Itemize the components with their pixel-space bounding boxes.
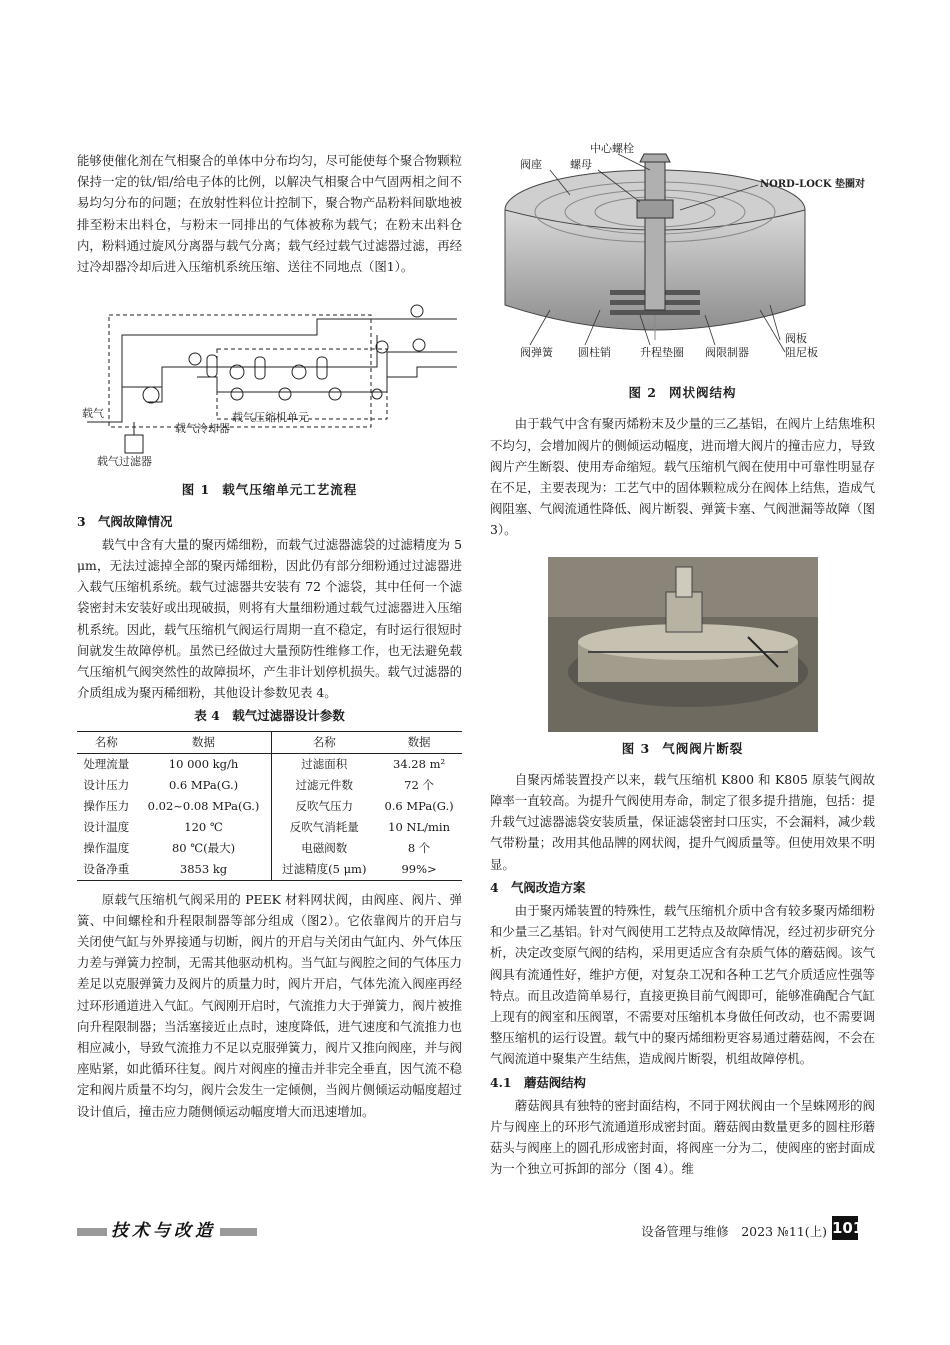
table-cell: 处理流量 <box>83 756 130 771</box>
paragraph: 原载气压缩机气阀采用的 PEEK 材料网状阀，由阀座、阀片、弹簧、中间螺栓和升程限制器等部分组成（图2）。它依靠阀片的开启与关闭使气缸与外界接通与切断，阀片的开启与关闭由气缸内、外气体压力差与弹簧力控制，无需其他驱动机构。当气缸与阀腔之间的气体压力差足以克服弹簧力及阀片的质量力时，阀片开启，气体先流入阀座再经过环形通道进入气缸。气阀刚开启时，气流推力大于弹簧力，阀片被推向升程限制器；当活塞接近止点时，速度降低，进气速度和气流推力也相应减小，导致气流推力不足以克服弹簧力，阀片又推向阀座，并与阀座贴紧，如此循环往复。阀片对阀座的撞击并非完全垂直，因气流不稳定和阀片质量不均匀，阀片会发生一定倾侧，当阀片侧倾运动幅度超过设计值后，撞击应力随侧倾运动幅度增大而迅速增加。 <box>77 891 462 1119</box>
table-cell: 过滤面积 <box>301 756 348 771</box>
table-row <box>77 859 462 881</box>
table-cell: 0.6 MPa(G.) <box>136 775 272 796</box>
journal-info: 设备管理与维修 2023 №11(上) <box>641 1224 827 1239</box>
table-row <box>77 775 462 796</box>
section-name: 技术与改造 <box>107 1216 220 1241</box>
column-header: 数据 <box>376 731 462 753</box>
unit-label: 载气压缩机单元 <box>232 411 309 425</box>
page-number: 101 <box>832 1216 858 1240</box>
caption-text: 载气压缩单元工艺流程 <box>222 482 358 498</box>
paragraph: 载气中含有大量的聚丙烯细粉，而载气过滤器滤袋的过滤精度为 5 μm，无法过滤掉全部的聚丙烯细粉，因此仍有部分细粉通过过滤器进入载气压缩机系统。载气过滤器共安装有 72 个滤袋，其中任何一个滤袋密封未安装好或出现破损，则将有大量细粉通过载气过滤器进入压缩机系统。因此，载气压缩机气阀运行周期一直不稳定，有时运行很短时间就发生故障停机。虽然已经做过大量预防性维修工作，也无法避免载气压缩机气阀突然性的故障损坏，产生非计划停机损失。载气过滤器的介质组成为聚丙稀细粉，其他设计参数见表 4。 <box>77 536 462 701</box>
table-cell: 99%> <box>376 859 462 881</box>
bolt <box>645 160 665 310</box>
figure-2-caption <box>490 382 875 403</box>
label-seat: 阀座 <box>520 158 542 171</box>
label-nordlock: NORD-LOCK 垫圈对 <box>760 179 866 190</box>
caption-number: 图 1 <box>181 482 211 498</box>
table-cell: 34.28 m² <box>393 756 446 771</box>
table-row <box>77 796 462 817</box>
table-row <box>77 838 462 859</box>
valve-structure-diagram <box>490 140 875 370</box>
compressor-unit-boundary <box>217 349 387 419</box>
table-cell: 80 ℃(最大) <box>136 838 272 859</box>
figure-3-caption <box>490 738 875 759</box>
paragraph: 由于载气中含有聚丙烯粉末及少量的三乙基铝，在阀片上结焦堆积不均匀，会增加阀片的侧倾运动幅度，进而增大阀片的撞击应力，导致阀片产生断裂、使用寿命缩短。载气压缩机气阀在使用中可靠性明显存在不足，主要表现为：工艺气中的固体颗粒成分在阀体上结焦，造成气阀阻塞、气阀流通性降低、阀片断裂、弹簧卡塞、气阀泄漏等故障（图3）。 <box>490 416 875 538</box>
label-plate: 阀板 <box>785 332 807 345</box>
caption-text: 网状阀结构 <box>669 385 737 401</box>
caption-text: 气阀阀片断裂 <box>662 740 744 756</box>
table-cell: 反吹气压力 <box>295 798 354 813</box>
table-cell: 过滤元件数 <box>295 777 354 792</box>
table-cell: 电磁阀数 <box>301 840 348 855</box>
caption-number: 图 3 <box>621 740 651 756</box>
nut <box>637 200 673 218</box>
gas-label: 载气 <box>82 407 104 421</box>
figure-1-caption <box>77 479 462 500</box>
label-damper: 阻尼板 <box>785 346 818 359</box>
process-flow-diagram <box>77 297 462 467</box>
table-cell: 设备净重 <box>77 859 136 881</box>
figure-3 <box>490 557 875 759</box>
table-cell: 10 000 kg/h <box>136 753 272 775</box>
table-cell: 72 个 <box>404 777 434 792</box>
label-bolt: 中心螺栓 <box>590 142 634 155</box>
label-lift-washer: 升程垫圈 <box>640 346 684 359</box>
column-header: 名称 <box>77 731 136 753</box>
figure-1 <box>77 297 462 500</box>
paragraph: 蘑菇阀具有独特的密封面结构，不同于网状阀由一个呈蛛网形的阀片与阀座上的环形气流通道形成密封面。蘑菇阀由数量更多的圆柱形蘑菇头与阀座上的圆孔形成密封面，将阀座一分为二，使阀座的密封面成为一个独立可拆卸的部分（图 4）。维 <box>490 1097 875 1177</box>
label-nut: 螺母 <box>570 158 592 171</box>
section-banner <box>77 1216 257 1244</box>
cooler-label: 载气冷却器 <box>175 422 230 436</box>
figure-2 <box>490 140 875 403</box>
table-cell: 操作温度 <box>83 840 130 855</box>
caption-number: 图 2 <box>628 385 658 401</box>
table-cell: 操作压力 <box>83 798 130 813</box>
table-cell: 设计温度 <box>83 819 130 834</box>
table-cell: 120 ℃ <box>136 817 272 838</box>
table-title: 表 4 载气过滤器设计参数 <box>194 708 345 724</box>
table-cell: 反吹气消耗量 <box>289 819 359 834</box>
table-cell: 设计压力 <box>83 777 130 792</box>
table-cell: 过滤精度(5 μm) <box>272 859 376 881</box>
table-row <box>77 817 462 838</box>
column-header: 名称 <box>272 731 376 753</box>
section-heading: 3 气阀故障情况 <box>77 513 173 529</box>
paragraph: 自聚丙烯装置投产以来，载气压缩机 K800 和 K805 原装气阀故障率一直较高。为提升气阀使用寿命，制定了很多提升措施，包括：提升载气过滤器滤袋安装质量，保证滤袋密封口压实，不会漏料，减少载气带粉量；改用其他品牌的网状阀，提升气阀质量等。但使用效果不明显。 <box>490 771 875 872</box>
filter-label: 载气过滤器 <box>97 455 152 468</box>
table-header-row <box>77 731 462 753</box>
right-column <box>490 140 875 1180</box>
table-cell: 3853 kg <box>136 859 272 881</box>
paragraph: 能够使催化剂在气相聚合的单体中分布均匀，尽可能使每个聚合物颗粒保持一定的钛/铝/给电子体的比例，以解决气相聚合中气固两相之间不易均匀分布的问题；在放射性料位计控制下，聚合物产品粉料间歇地被排至粉末出料仓，与粉末一同排出的气体被称为载气；在粉末出料仓内，粉料通过旋风分离器与载气分离；载气经过载气过滤器过滤，再经过冷却器冷却后进入压缩机系统压缩、送往不同地点（图1）。 <box>77 153 462 275</box>
label-spring: 阀弹簧 <box>520 346 553 359</box>
table-cell: 10 NL/min <box>388 819 450 834</box>
section-heading: 4 气阀改造方案 <box>490 879 586 895</box>
paragraph: 由于聚丙烯装置的特殊性，载气压缩机介质中含有较多聚丙烯细粉和少量三乙基铝。针对气阀使用工艺特点及故障情况，经过初步研究分析，决定改变原气阀的结构，采用更适应含有杂质气体的蘑菇阀。该气阀具有流通性好，维护方便，对复杂工况和各种工艺气介质适应性强等特点。而且改造简单易行，直接更换目前气阀即可，能够准确配合气缸上现有的阀室和压阀罩，不需要对压缩机本身做任何改动，也不需要调整压缩机的运行设置。载气中的聚丙烯细粉更容易通过蘑菇阀，不会在气阀流道中聚集产生结焦，造成阀片断裂，机组故障停机。 <box>490 903 875 1067</box>
left-column <box>77 150 462 1122</box>
table-cell: 0.02~0.08 MPa(G.) <box>136 796 272 817</box>
subsection-heading: 4.1 蘑菇阀结构 <box>490 1074 586 1090</box>
table-row <box>77 753 462 775</box>
label-pin: 圆柱销 <box>578 346 611 359</box>
column-header: 数据 <box>136 731 272 753</box>
table-cell: 8 个 <box>407 840 431 855</box>
label-limiter: 阀限制器 <box>705 346 749 359</box>
broken-valve-photo <box>548 557 818 732</box>
table-cell: 0.6 MPa(G.) <box>384 798 454 813</box>
parameter-table <box>77 731 462 881</box>
